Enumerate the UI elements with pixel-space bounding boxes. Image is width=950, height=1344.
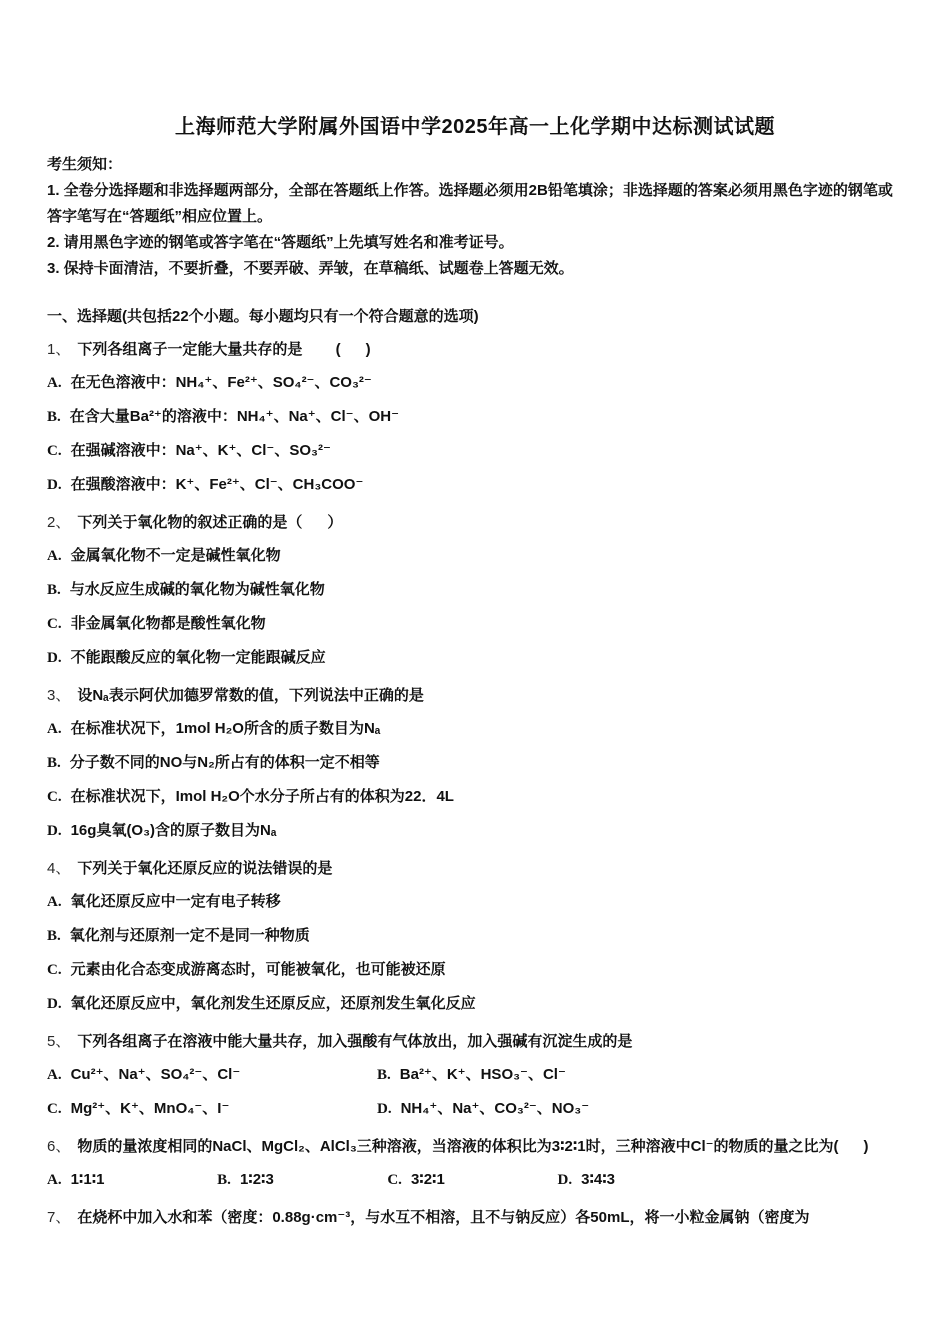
question-1-option-a xyxy=(47,366,903,400)
notice-heading: 考生须知： xyxy=(47,156,123,173)
option-text: 氧化还原反应中，氧化剂发生还原反应，还原剂发生氧化反应 xyxy=(70,995,476,1012)
question-5-option-c xyxy=(47,1092,377,1126)
option-label: A. xyxy=(47,721,62,737)
option-label: D. xyxy=(47,477,62,493)
option-text: 与水反应生成碱的氧化物为碱性氧化物 xyxy=(69,581,325,598)
option-text: Ba²⁺、K⁺、HSO₃⁻、Cl⁻ xyxy=(399,1066,566,1083)
option-text: 在强酸溶液中：K⁺、Fe²⁺、Cl⁻、CH₃COO⁻ xyxy=(70,476,364,493)
question-1-option-c xyxy=(47,434,903,468)
question-2-option-a xyxy=(47,539,903,573)
question-4-option-a xyxy=(47,885,903,919)
question-4-option-b xyxy=(47,919,903,953)
question-1-option-b xyxy=(47,400,903,434)
question-stem-text: 下列关于氧化还原反应的说法错误的是 xyxy=(77,860,333,877)
question-stem-text: 下列各组离子在溶液中能大量共存，加入强酸有气体放出，加入强碱有沉淀生成的是 xyxy=(77,1033,633,1050)
option-text: 在无色溶液中：NH₄⁺、Fe²⁺、SO₄²⁻、CO₃²⁻ xyxy=(70,374,372,391)
option-text: Mg²⁺、K⁺、MnO₄⁻、I⁻ xyxy=(70,1100,230,1117)
question-6-stem xyxy=(47,1130,903,1163)
option-label: C. xyxy=(47,616,62,632)
question-1-option-d xyxy=(47,468,903,502)
option-text: 不能跟酸反应的氧化物一定能跟碱反应 xyxy=(70,649,326,666)
option-label: C. xyxy=(47,1101,62,1117)
option-label: C. xyxy=(47,789,62,805)
question-5-option-d xyxy=(377,1092,589,1126)
question-6-option-a xyxy=(47,1163,213,1197)
question-4 xyxy=(47,852,903,1021)
question-stem-text: 物质的量浓度相同的NaCl、MgCl₂、AlCl₃三种溶液，当溶液的体积比为3∶2∶1时，三种溶液中Cl⁻的物质的量之比为( ) xyxy=(77,1138,869,1155)
question-1-stem xyxy=(47,333,903,366)
page-title: 上海师范大学附属外国语中学2025年高一上化学期中达标测试试题 xyxy=(175,116,775,138)
option-text: 16g臭氧(O₃)含的原子数目为Nₐ xyxy=(70,822,277,839)
option-text: 1∶1∶1 xyxy=(70,1171,105,1188)
question-stem-text: 下列关于氧化物的叙述正确的是（ ） xyxy=(77,514,343,531)
question-5-stem xyxy=(47,1025,903,1058)
option-label: A. xyxy=(47,548,62,564)
option-text: 元素由化合态变成游离态时，可能被氧化，也可能被还原 xyxy=(70,961,446,978)
option-label: C. xyxy=(387,1172,402,1188)
question-2-option-c xyxy=(47,607,903,641)
question-3 xyxy=(47,679,903,848)
notice-item-2: 2. 请用黑色字迹的钢笔或答字笔在“答题纸”上先填写姓名和准考证号。 xyxy=(47,234,514,251)
question-5 xyxy=(47,1025,903,1126)
question-3-option-b xyxy=(47,746,903,780)
question-5-options-row-1 xyxy=(47,1058,903,1092)
question-6 xyxy=(47,1130,903,1197)
question-4-stem xyxy=(47,852,903,885)
question-4-option-d xyxy=(47,987,903,1021)
option-text: 在标准状况下，1mol H₂O所含的质子数目为Nₐ xyxy=(70,720,381,737)
option-text: Cu²⁺、Na⁺、SO₄²⁻、Cl⁻ xyxy=(70,1066,241,1083)
question-3-option-c xyxy=(47,780,903,814)
question-4-option-c xyxy=(47,953,903,987)
question-6-options-row xyxy=(47,1163,903,1197)
option-label: B. xyxy=(47,409,61,425)
option-label: D. xyxy=(377,1101,392,1117)
option-text: 非金属氧化物都是酸性氧化物 xyxy=(70,615,266,632)
option-label: A. xyxy=(47,1172,62,1188)
option-label: C. xyxy=(47,443,62,459)
notice-item-1: 1. 全卷分选择题和非选择题两部分，全部在答题纸上作答。选择题必须用2B铅笔填涂；非选择题的答案必须用黑色字迹的钢笔或答字笔写在“答题纸”相应位置上。 xyxy=(47,182,893,225)
option-label: B. xyxy=(47,755,61,771)
question-2-stem xyxy=(47,506,903,539)
option-text: 3∶4∶3 xyxy=(581,1171,615,1188)
question-1 xyxy=(47,333,903,502)
question-2-option-b xyxy=(47,573,903,607)
question-7-stem xyxy=(47,1201,903,1234)
option-label: B. xyxy=(217,1172,231,1188)
option-label: B. xyxy=(47,582,61,598)
option-text: NH₄⁺、Na⁺、CO₃²⁻、NO₃⁻ xyxy=(400,1100,590,1117)
question-stem-text: 在烧杯中加入水和苯（密度：0.88g·cm⁻³，与水互不相溶，且不与钠反应）各50mL，将一小粒金属钠（密度为 xyxy=(77,1209,810,1226)
question-5-options-row-2 xyxy=(47,1092,903,1126)
question-number: 4、 xyxy=(47,860,71,877)
question-number: 5、 xyxy=(47,1033,71,1050)
option-text: 氧化还原反应中一定有电子转移 xyxy=(70,893,281,910)
question-3-option-a xyxy=(47,712,903,746)
option-text: 分子数不同的NO与N₂所占有的体积一定不相等 xyxy=(69,754,380,771)
option-label: B. xyxy=(47,928,61,944)
option-label: A. xyxy=(47,375,62,391)
question-3-option-d xyxy=(47,814,903,848)
question-6-option-c xyxy=(387,1163,553,1197)
question-stem-text: 设Nₐ表示阿伏加德罗常数的值，下列说法中正确的是 xyxy=(77,687,424,704)
notice-section xyxy=(47,152,903,282)
option-label: D. xyxy=(557,1172,573,1188)
question-2 xyxy=(47,506,903,675)
option-text: 在标准状况下，Imol H₂O个水分子所占有的体积为22．4L xyxy=(70,788,454,805)
option-text: 在强碱溶液中：Na⁺、K⁺、Cl⁻、SO₃²⁻ xyxy=(70,442,331,459)
question-stem-text: 下列各组离子一定能大量共存的是 ( ) xyxy=(77,341,371,358)
question-number: 1、 xyxy=(47,341,71,358)
option-text: 金属氧化物不一定是碱性氧化物 xyxy=(70,547,281,564)
question-number: 6、 xyxy=(47,1138,71,1155)
option-label: A. xyxy=(47,894,62,910)
option-text: 氧化剂与还原剂一定不是同一种物质 xyxy=(69,927,310,944)
question-number: 2、 xyxy=(47,514,71,531)
question-number: 3、 xyxy=(47,687,71,704)
question-7 xyxy=(47,1201,903,1234)
option-text: 在含大量Ba²⁺的溶液中：NH₄⁺、Na⁺、Cl⁻、OH⁻ xyxy=(69,408,400,425)
option-label: D. xyxy=(47,650,62,666)
section-heading: 一、选择题(共包括22个小题。每小题均只有一个符合题意的选项) xyxy=(47,308,479,325)
notice-item-3: 3. 保持卡面清洁，不要折叠，不要弄破、弄皱，在草稿纸、试题卷上答题无效。 xyxy=(47,260,574,277)
option-label: C. xyxy=(47,962,62,978)
option-label: A. xyxy=(47,1067,62,1083)
question-6-option-d xyxy=(558,1163,615,1197)
option-text: 3∶2∶1 xyxy=(410,1171,445,1188)
question-5-option-a xyxy=(47,1058,377,1092)
option-label: B. xyxy=(377,1067,391,1083)
question-6-option-b xyxy=(217,1163,383,1197)
question-3-stem xyxy=(47,679,903,712)
option-label: D. xyxy=(47,996,62,1012)
question-2-option-d xyxy=(47,641,903,675)
option-label: D. xyxy=(47,823,62,839)
question-5-option-b xyxy=(377,1058,566,1092)
option-text: 1∶2∶3 xyxy=(239,1171,274,1188)
question-number: 7、 xyxy=(47,1209,71,1226)
